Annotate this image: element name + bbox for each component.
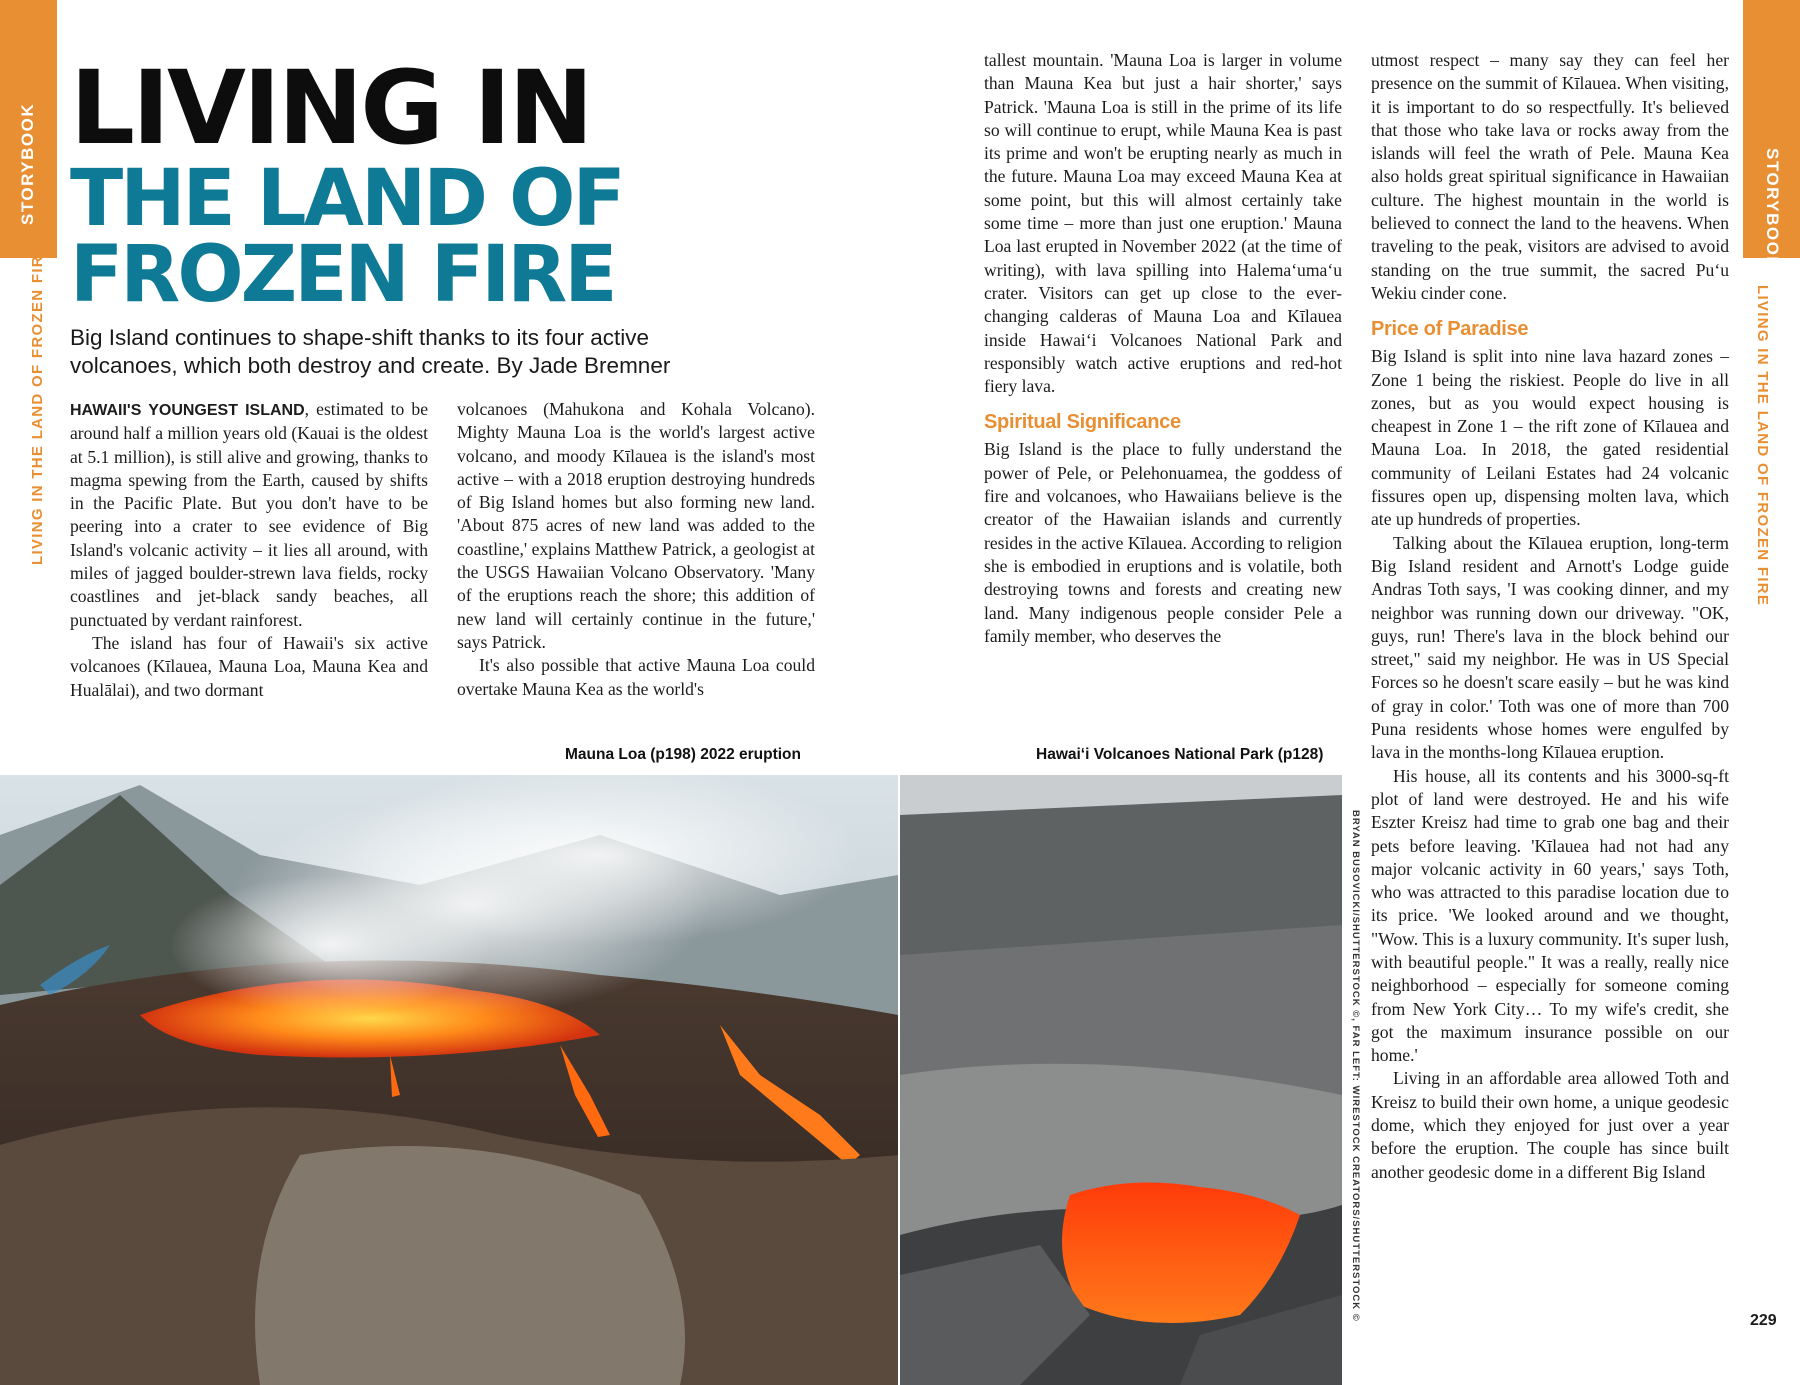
section-tab-label: STORYBOOK [18,102,37,225]
body-column-1 [70,398,428,702]
photo-mauna-loa-eruption [0,775,898,1385]
subheading-price: Price of Paradise [1371,318,1529,341]
standfirst: Big Island continues to shape-shift thanks to its four active volcanoes, which both destroy and create. By Jade Bremner [70,325,671,378]
paragraph: His house, all its contents and his 3000-sq-ft plot of land were destroyed. He and his wife Eszter Kreisz had time to grab one bag and their pets before leaving. 'Kīlauea had not had any major volcanic activity in 60 years,' says Toth, who was attracted to this paradise location due to its price. 'We looked around and we thought, "Wow. This is a luxury community. It's super lush, with beautiful people." It was a really, really nice neighborhood – especially for someone coming from New York City… To my wife's credit, she got the maximum insurance possible on our home.' [1371,765,1729,1066]
paragraph: Big Island is split into nine lava hazard zones – Zone 1 being the riskiest. People do live in all zones, but as you would expect housing is cheapest in Zone 1 – the rift zone of Kīlauea and Mauna Loa. In 2018, the gated residential community of Leilani Estates had 24 volcanic fissures open up, dispensing molten lava, which ate up hundreds of properties. [1371,346,1729,530]
photo-caption-left: Mauna Loa (p198) 2022 eruption [565,746,801,763]
subheading-spiritual: Spiritual Significance [984,411,1181,434]
paragraph: tallest mountain. 'Mauna Loa is larger in volume than Mauna Kea but just a hair shorter,' says Patrick. 'Mauna Loa is still in the prime of its life so will continue to erupt, while Mauna Kea is past its prime and won't be erupting nearly as much in the future. Mauna Loa may exceed Mauna Kea at some point, but this will almost certainly take some time – more than just one eruption.' Mauna Loa last erupted in November 2022 (at the time of writing), with lava spilling into Halemaʻumaʻu crater. Visitors can get up close to the ever-changing calderas of Mauna Loa and Kīlauea inside Hawaiʻi Volcanoes National Park and responsibly watch active eruptions and red-hot fiery lava. [984,50,1342,397]
photo-volcanoes-national-park [900,775,1342,1385]
paragraph: Big Island is the place to fully understand the power of Pele, or Pelehonuamea, the goddess of fire and volcanoes, who Hawaiians believe is the creator of the Hawaiian islands and currently resides in the active Kīlauea. According to religion she is embodied in eruptions and is volatile, both destroying towns and forests and creating new land. Many indigenous people consider Pele a family member, who deserves the [984,439,1342,646]
paragraph: volcanoes (Mahukona and Kohala Volcano). Mighty Mauna Loa is the world's largest active volcano, and moody Kīlauea is the island's most active – with a 2018 eruption destroying hundreds of Big Island homes but also forming new land. 'About 875 acres of new land was added to the coastline,' explains Matthew Patrick, a geologist at the USGS Hawaiian Volcano Observatory. 'Many of the eruptions reach the shore; this addition of new land will certainly continue in the future,' says Patrick. [457,399,815,652]
paragraph: The island has four of Hawaii's six active volcanoes (Kīlauea, Mauna Loa, Mauna Kea and Hualālai), and two dormant [70,632,428,700]
running-head-right: LIVING IN THE LAND OF FROZEN FIRE [1754,285,1771,607]
section-tab-right [1743,0,1800,271]
paragraph: Talking about the Kīlauea eruption, long-term Big Island resident and Arnott's Lodge guide Andras Toth says, 'I was cooking dinner, and my neighbor was running down our driveway. "OK, guys, run! There's lava in the block behind our street," said my neighbor. He was in US Special Forces so he doesn't scare easily – but he was kind of gray in color.' Toth was one of more than 700 Puna residents whose homes were engulfed by lava in the months-long Kīlauea eruption. [1371,532,1729,763]
photo-caption-right: Hawaiʻi Volcanoes National Park (p128) [1036,746,1324,763]
body-column-2 [457,398,815,701]
section-tab-label: STORYBOOK [1763,148,1782,271]
paragraph: It's also possible that active Mauna Loa could overtake Mauna Kea as the world's [457,655,815,699]
section-tab-left [0,0,57,258]
lead-in: HAWAII'S YOUNGEST ISLAND [70,402,305,419]
body-column-3 [984,49,1342,648]
page-number: 229 [1750,1312,1777,1329]
paragraph: , estimated to be around half a million years old (Kauai is the oldest at 5.1 million), is still alive and growing, thanks to magma spewing from the Earth, caused by shifts in the Pacific Plate. But you don't have to be peering into a crater to see evidence of Big Island's volcanic activity – it lies all around, with miles of jagged boulder-strewn lava fields, rocky coastlines and jet-black sandy beaches, all punctuated by verdant rainforest. [70,399,429,630]
paragraph: Living in an affordable area allowed Toth and Kreisz to build their own home, a unique geodesic dome, which they enjoyed for just over a year before the eruption. The couple has since built another geodesic dome in a different Big Island [1371,1068,1729,1182]
photo-credit: BRYAN BUSOVICKI/SHUTTERSTOCK ©, FAR LEFT: WIRESTOCK CREATORS/SHUTTERSTOCK © [1350,810,1361,1322]
title-line-2: THE LAND OF [70,154,623,244]
paragraph: utmost respect – many say they can feel her presence on the summit of Kīlauea. When visiting, it is important to do so respectfully. It's believed that those who take lava or rocks away from the islands will feel the wrath of Pele. Mauna Kea also holds great spiritual significance in Hawaiian culture. The highest mountain in the world is believed to connect the land to the heavens. When traveling to the peak, visitors are advised to avoid standing on the true summit, the sacred Puʻu Wekiu cinder cone. [1371,50,1729,303]
body-column-4 [1371,49,1729,1184]
title-line-3: FROZEN FIRE [70,230,615,320]
running-head-left: LIVING IN THE LAND OF FROZEN FIRE [29,243,46,565]
title-line-1: LIVING IN [70,49,591,168]
